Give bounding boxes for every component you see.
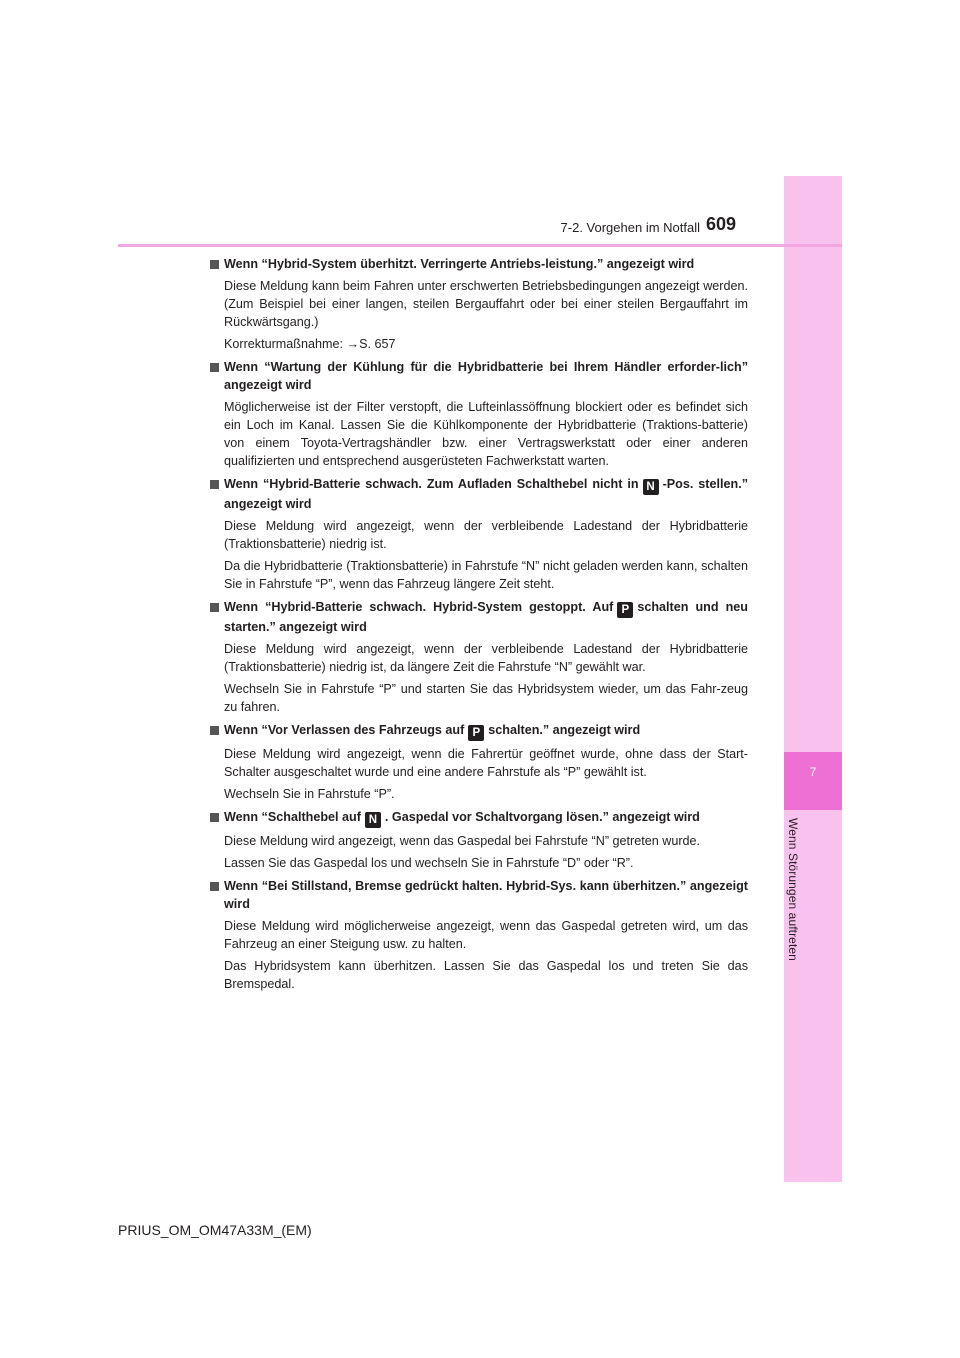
gear-p-icon: P [617, 602, 633, 618]
bullet-square-icon [210, 363, 219, 372]
footer-document-code: PRIUS_OM_OM47A33M_(EM) [118, 1222, 312, 1238]
paragraph: Wechseln Sie in Fahrstufe “P” und starten Sie das Hybridsystem wieder, um das Fahr-zeug zu fahren. [224, 682, 748, 714]
bullet-square-icon [210, 882, 219, 891]
item-heading-overheat: Wenn “Hybrid-System überhitzt. Verringerte Antriebs-leistung.” angezeigt wird [210, 255, 748, 273]
bullet-square-icon [210, 603, 219, 612]
bullet-square-icon [210, 726, 219, 735]
paragraph-corrective-action: Korrekturmaßnahme: →S. 657 [224, 337, 396, 351]
gear-n-icon: N [365, 812, 381, 828]
gear-p-icon: P [468, 725, 484, 741]
bullet-square-icon [210, 480, 219, 489]
header-section-title: 7-2. Vorgehen im Notfall [560, 220, 700, 235]
paragraph: Diese Meldung wird angezeigt, wenn der verbleibende Ladestand der Hybridbatterie (Traktionsbatterie) niedrig ist, da längere Zeit die Fahrstufe “N” gewählt war. [224, 642, 748, 674]
paragraph: Das Hybridsystem kann überhitzen. Lassen Sie das Gaspedal los und treten Sie das Bremspedal. [224, 959, 748, 991]
paragraph: Diese Meldung wird angezeigt, wenn die Fahrertür geöffnet wurde, ohne dass der Start-Schalter ausgeschaltet wurde und eine andere Fahrstufe als “P” gewählt ist. [224, 747, 748, 779]
item-heading-hold-brake: Wenn “Bei Stillstand, Bremse gedrückt halten. Hybrid-Sys. kann überhitzen.” angezeigt wird [210, 877, 748, 913]
header-rule [118, 244, 842, 247]
paragraph: Diese Meldung wird angezeigt, wenn der verbleibende Ladestand der Hybridbatterie (Traktionsbatterie) niedrig ist. [224, 519, 748, 551]
paragraph: Diese Meldung wird möglicherweise angezeigt, wenn das Gaspedal getreten wird, um das Fahrzeug an einer Steigung usw. zu halten. [224, 919, 748, 951]
item-heading-battery-low-n: Wenn “Hybrid-Batterie schwach. Zum Aufladen Schalthebel nicht in N -Pos. stellen.” angezeigt wird [210, 475, 748, 513]
paragraph: Diese Meldung wird angezeigt, wenn das Gaspedal bei Fahrstufe “N” getreten wurde. [224, 834, 701, 848]
chapter-number-marker [784, 752, 842, 810]
item-heading-leave-vehicle: Wenn “Vor Verlassen des Fahrzeugs auf P schalten.” angezeigt wird [210, 721, 748, 741]
item-heading-shift-lever: Wenn “Schalthebel auf N . Gaspedal vor Schaltvorgang lösen.” angezeigt wird [210, 808, 748, 828]
bullet-square-icon [210, 813, 219, 822]
page-number: 609 [706, 214, 737, 234]
item-heading-battery-cooling: Wenn “Wartung der Kühlung für die Hybridbatterie bei Ihrem Händler erforder-lich” angezeigt wird [210, 358, 748, 394]
page-content [210, 255, 748, 993]
paragraph: Lassen Sie das Gaspedal los und wechseln Sie in Fahrstufe “D” oder “R”. [224, 856, 634, 870]
chapter-title: Wenn Störungen auftreten [786, 818, 800, 961]
gear-n-icon: N [643, 479, 659, 495]
paragraph: Möglicherweise ist der Filter verstopft, die Lufteinlassöffnung blockiert oder es befindet sich ein Loch im Kanal. Lassen Sie die Kühlkomponente der Hybridbatterie (Traktions-batterie) von einem Toyota-Vertragshändler bzw. einer Vertragswerkstatt oder einer anderen qualifizierten und entsprechend ausgerüsteten Fachwerkstatt warten. [224, 400, 748, 468]
bullet-square-icon [210, 260, 219, 269]
paragraph: Da die Hybridbatterie (Traktionsbatterie) in Fahrstufe “N” nicht geladen werden kann, schalten Sie in Fahrstufe “P”, wenn das Fahrzeug längere Zeit steht. [224, 559, 748, 591]
chapter-number: 7 [809, 765, 817, 779]
item-heading-battery-low-stopped: Wenn “Hybrid-Batterie schwach. Hybrid-System gestoppt. Auf P schalten und neu starten.” angezeigt wird [210, 598, 748, 636]
paragraph: Diese Meldung kann beim Fahren unter erschwerten Betriebsbedingungen angezeigt werden. (Zum Beispiel bei einer langen, steilen Bergauffahrt oder bei einer steilen Bergauffahrt im Rückwärtsgang.) [224, 279, 748, 329]
side-chapter-tab [784, 176, 842, 1182]
paragraph: Wechseln Sie in Fahrstufe “P”. [224, 787, 395, 801]
